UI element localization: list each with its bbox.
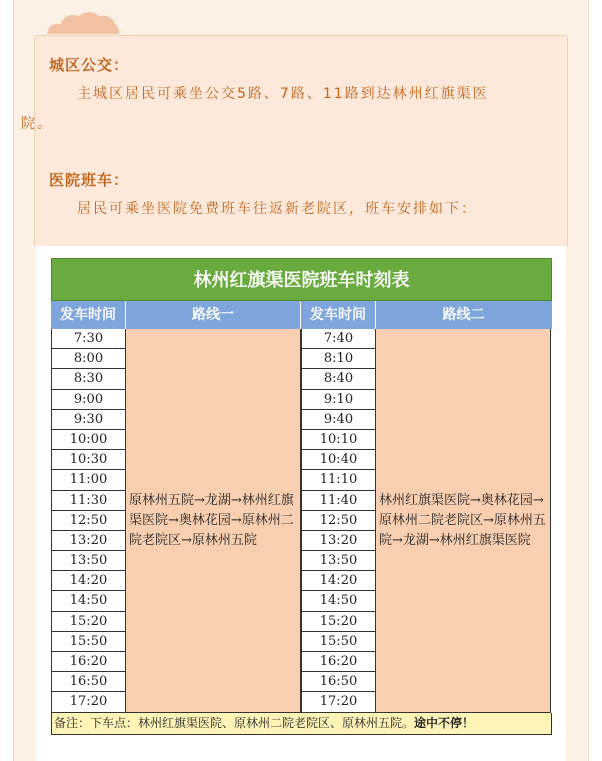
header-departure-time-1: 发车时间 [51, 301, 126, 329]
section-text-shuttle: 居民可乘坐医院免费班车往返新老院区，班车安排如下： [77, 201, 477, 217]
route2-time-cell: 17:20 [301, 692, 376, 712]
bus-text-line1: 主城区居民可乘坐公交5路、7路、11路到达林州红旗渠医 [77, 86, 489, 102]
route2-time-cell: 14:50 [301, 591, 376, 611]
route2-time-cell: 10:40 [301, 450, 376, 470]
schedule-container [36, 246, 566, 761]
route1-time-cell: 13:20 [51, 531, 126, 551]
cloud-decoration-icon [45, 8, 120, 34]
header-route-2: 路线二 [442, 307, 485, 323]
note-text: 备注：下车点：林州红旗渠医院、原林州二院老院区、原林州五院。 [54, 716, 415, 730]
route2-time-cell: 16:50 [301, 672, 376, 692]
schedule-table [51, 258, 552, 735]
route1-time-cell: 17:20 [51, 692, 126, 712]
route1-time-cell: 15:20 [51, 612, 126, 632]
info-panel [21, 35, 568, 247]
route2-time-cell: 12:50 [301, 511, 376, 531]
route2-time-cell: 8:40 [301, 369, 376, 389]
route2-time-cell: 7:40 [301, 329, 376, 349]
route1-time-cell: 12:50 [51, 511, 126, 531]
route2-time-column [301, 329, 376, 713]
section-heading-bus: 城区公交： [49, 56, 130, 74]
route2-time-cell: 15:50 [301, 632, 376, 652]
route1-time-cell: 8:30 [51, 369, 126, 389]
route2-time-cell: 11:40 [301, 491, 376, 511]
route1-time-cell: 9:00 [51, 390, 126, 410]
route1-time-cell: 14:50 [51, 591, 126, 611]
section-heading-shuttle: 医院班车： [49, 171, 130, 189]
route2-time-cell: 10:10 [301, 430, 376, 450]
route2-time-cell: 16:20 [301, 652, 376, 672]
header-departure-time-2: 发车时间 [301, 301, 376, 329]
route1-path: 原林州五院→龙湖→林州红旗渠医院→奥林花园→原林州二院老院区→原林州五院 [126, 329, 301, 713]
route1-time-cell: 14:20 [51, 571, 126, 591]
schedule-header-row [51, 301, 552, 329]
route2-time-cell: 13:20 [301, 531, 376, 551]
section-text-bus [21, 79, 555, 139]
note-emphasis: 途中不停！ [414, 716, 475, 730]
header-route-1: 路线一 [126, 301, 301, 329]
route1-time-cell: 7:30 [51, 329, 126, 349]
route1-time-cell: 9:30 [51, 410, 126, 430]
route1-time-cell: 16:20 [51, 652, 126, 672]
route2-time-cell: 13:50 [301, 551, 376, 571]
schedule-note [51, 713, 552, 735]
route1-time-cell: 15:50 [51, 632, 126, 652]
route1-time-column [51, 329, 126, 713]
schedule-title: 林州红旗渠医院班车时刻表 [51, 258, 552, 301]
route2-time-cell: 9:40 [301, 410, 376, 430]
route2-time-cell: 8:10 [301, 349, 376, 369]
route1-time-cell: 13:50 [51, 551, 126, 571]
route2-path: 林州红旗渠医院→奥林花园→原林州二院老院区→原林州五院→龙湖→林州红旗渠医院 [376, 329, 551, 713]
bus-text-line2: 院。 [21, 116, 53, 132]
route1-time-cell: 16:50 [51, 672, 126, 692]
route2-time-cell: 15:20 [301, 612, 376, 632]
route1-time-cell: 11:30 [51, 491, 126, 511]
schedule-body [51, 329, 552, 713]
route1-time-cell: 11:00 [51, 470, 126, 490]
route2-time-cell: 11:10 [301, 470, 376, 490]
route2-time-cell: 9:10 [301, 390, 376, 410]
route1-time-cell: 10:00 [51, 430, 126, 450]
route2-time-cell: 14:20 [301, 571, 376, 591]
route1-time-cell: 10:30 [51, 450, 126, 470]
route1-time-cell: 8:00 [51, 349, 126, 369]
